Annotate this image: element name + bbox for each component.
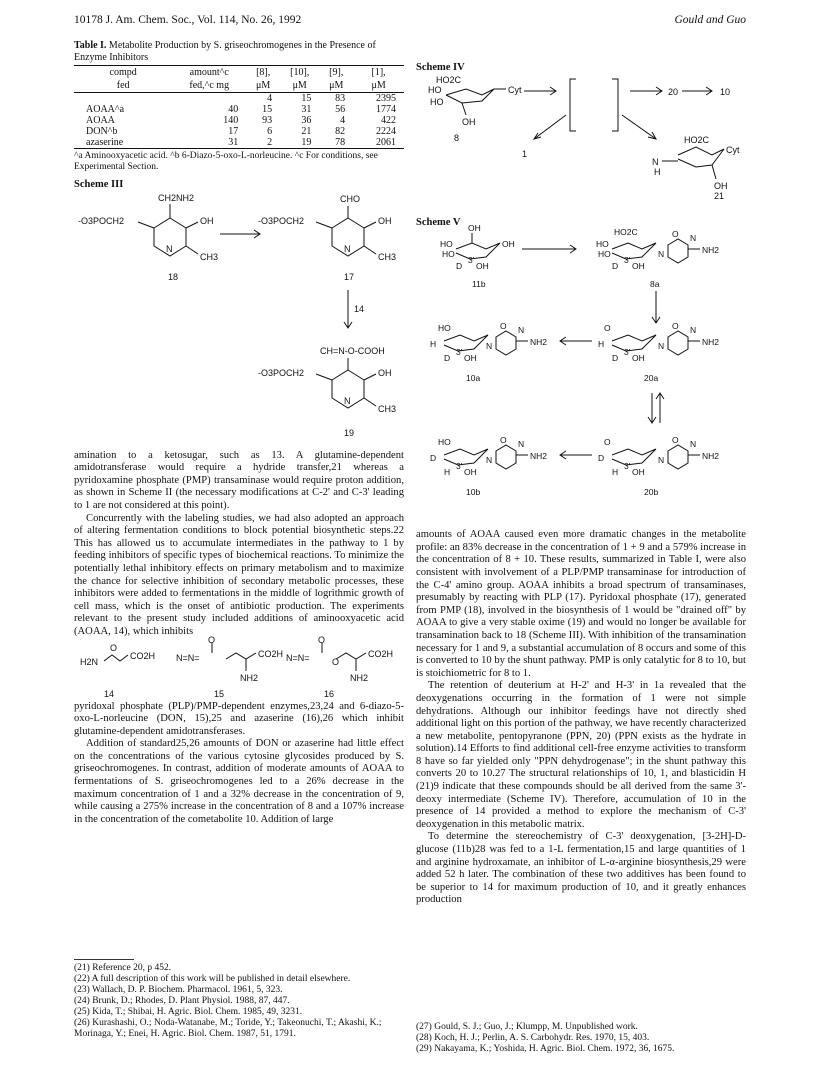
cell: 422 — [381, 115, 396, 126]
compound-number: 17 — [344, 271, 355, 282]
cell: 2061 — [353, 137, 404, 149]
s3-label: OH — [378, 215, 392, 226]
th: μM — [280, 79, 319, 93]
reference: (25) Kida, T.; Shibai, H. Agric. Biol. Chem. 1985, 49, 3231. — [74, 1007, 303, 1017]
s5-label: 3' — [624, 461, 631, 472]
cell — [172, 93, 246, 105]
footnotes-left — [74, 959, 404, 1040]
cell: 15 — [262, 104, 273, 115]
s5-label: NH2 — [702, 451, 720, 462]
s5-label: H — [598, 339, 605, 350]
s3-label: CH3 — [200, 251, 219, 262]
s5-label: 3' — [468, 255, 475, 266]
struct-label: CO2H — [130, 650, 156, 661]
paragraph: pyridoxal phosphate (PLP)/PMP-dependent enzymes,23,24 and 6-diazo-5-oxo-L-norleucine (DON, 15),25 and azaserine (16),26 which inhibit glutamine-dependent amidotransferases. — [74, 700, 404, 737]
th: [8], — [246, 66, 280, 80]
right-body — [416, 529, 746, 907]
compound-number: 11b — [472, 279, 486, 290]
reference: (26) Kurashashi, O.; Noda-Watanabe, M.; Toride, Y.; Takeonuchi, T.; Akashi, K.; Morinaga, Y.; Enei, H. Agric. Biol. Chem. 1987, 51, 1791. — [74, 1018, 382, 1039]
struct-label: O — [332, 656, 340, 667]
struct-label: O — [318, 634, 326, 645]
s3-label: N — [344, 395, 351, 406]
s4-label: HO2C — [684, 134, 710, 145]
left-body-1 — [74, 450, 404, 639]
reference: (29) Nakayama, K.; Yoshida, H. Agric. Biol. Chem. 1972, 36, 1675. — [416, 1044, 675, 1054]
cell — [74, 93, 172, 105]
cell: 19 — [280, 137, 319, 149]
th: [10], — [280, 66, 319, 80]
paragraph: To determine the stereochemistry of C-3' deoxygenation, [3-2H]-D-glucose (11b)28 was fed to a 1-L fermentation,15 and large quantities of 1 and arginine hydroxamate, an inhibitor of L-α-arginine biosynthesis,29 were added 52 h later. The combination of these two additives has been found to be superior to 14 for maximum production of 10, and it greatly enhances production — [416, 831, 746, 906]
s5-label: OH — [502, 239, 515, 250]
s5-label: NH2 — [702, 245, 720, 256]
compound-number: 21 — [714, 190, 725, 201]
cell: 78 — [319, 137, 353, 149]
s5-label: N — [518, 325, 525, 336]
s5-label: H — [430, 339, 437, 350]
s3-label: OH — [200, 215, 214, 226]
s5-label: HO — [438, 323, 451, 334]
cell: 1774 — [376, 104, 396, 115]
cell: 83 — [335, 93, 346, 104]
header-authors: Gould and Guo — [674, 14, 746, 26]
th: μM — [319, 79, 353, 93]
s5-label: NH2 — [530, 337, 548, 348]
table-row — [74, 104, 404, 115]
s5-label: D — [444, 353, 451, 364]
footnote-rule — [74, 959, 134, 960]
struct-label: NH2 — [350, 672, 369, 683]
s3-label: -O3POCH2 — [258, 215, 305, 226]
s5-label: OH — [632, 353, 645, 364]
cell: AOAA — [86, 115, 115, 126]
s5-label: N — [658, 341, 665, 352]
s5-label: O — [672, 229, 679, 240]
s5-label: NH2 — [530, 451, 548, 462]
s5-label: OH — [468, 223, 481, 234]
compound-number: 10 — [720, 86, 731, 97]
cell: 4 — [267, 93, 273, 104]
cell: 31 — [172, 137, 246, 149]
s5-label: N — [518, 439, 525, 450]
left-column — [74, 40, 404, 826]
cell: azaserine — [74, 137, 172, 149]
reference: (23) Wallach, D. P. Biochem. Pharmacol. 1961, 5, 323. — [74, 985, 283, 995]
compound-number: 18 — [168, 271, 179, 282]
s5-label: D — [612, 261, 619, 272]
struct-label: N=N= — [176, 652, 200, 663]
s5-label: N — [658, 249, 665, 260]
table-caption-text: Metabolite Production by S. griseochromogenes in the Presence of Enzyme Inhibitors — [74, 40, 376, 63]
s5-label: O — [672, 435, 679, 446]
s3-label: CH=N-O-COOH — [320, 345, 385, 356]
s3-label: CH3 — [378, 403, 397, 414]
s3-label: N — [344, 243, 351, 254]
table-row — [74, 137, 404, 149]
s3-label: CH3 — [378, 251, 397, 262]
scheme-3-title: Scheme III — [74, 179, 124, 190]
footnotes-right — [416, 1022, 746, 1055]
s4-label: HO2C — [436, 74, 462, 85]
table-head-row-1 — [74, 66, 404, 80]
th: [1], — [353, 66, 404, 80]
s5-label: O — [500, 321, 507, 332]
paragraph: amination to a ketosugar, such as 13. A glutamine-dependent amidotransferase would require a hydride transfer,21 whereas a pyridoxamine phosphate (PMP) transaminase would require proton addition, as shown in Scheme II (the necessary modifications at C-2' and C-3' leading to 1 are not considered at this point). — [74, 449, 404, 511]
reference: (22) A full description of this work will be published in detail elsewhere. — [74, 974, 351, 984]
scheme-3-diagram — [74, 192, 404, 450]
s5-label: N — [690, 439, 697, 450]
s5-label: HO2C — [614, 227, 638, 238]
cell: 2 — [246, 137, 280, 149]
th: μM — [246, 79, 280, 93]
table-row — [74, 126, 404, 137]
s5-label: 3' — [624, 255, 631, 266]
compound-number: 8a — [650, 279, 660, 290]
cell: 6 — [267, 126, 273, 137]
s5-label: O — [604, 323, 611, 334]
cell: 93 — [262, 115, 273, 126]
s4-label: Cyt — [726, 144, 740, 155]
metabolite-table — [74, 65, 404, 149]
reference: (24) Brunk, D.; Rhodes, D. Plant Physiol. 1988, 87, 447. — [74, 996, 290, 1006]
s5-label: N — [486, 341, 493, 352]
table-row — [74, 115, 404, 126]
table-head-row-2 — [74, 79, 404, 93]
reference: (28) Koch, H. J.; Perlin, A. S. Carbohydr. Res. 1970, 15, 403. — [416, 1033, 650, 1043]
reference: (21) Reference 20, p 452. — [74, 963, 172, 973]
compound-number: 14 — [104, 688, 115, 699]
th: fed,^c mg — [172, 79, 246, 93]
s4-label: OH — [714, 180, 728, 191]
s5-label: O — [604, 437, 611, 448]
struct-label: N=N= — [286, 652, 310, 663]
th: fed — [74, 79, 172, 93]
s5-label: 3' — [624, 347, 631, 358]
s5-label: OH — [464, 467, 477, 478]
s5-label: HO — [440, 239, 453, 250]
table-footnote: ^a Aminooxyacetic acid. ^b 6-Diazo-5-oxo-L-norleucine. ^c For conditions, see Experimental Section. — [74, 151, 378, 172]
s5-label: D — [612, 353, 619, 364]
s5-label: O — [500, 435, 507, 446]
s5-label: D — [456, 261, 463, 272]
s5-label: H — [612, 467, 619, 478]
s3-label: CHO — [340, 193, 360, 204]
compound-number: 15 — [214, 688, 225, 699]
s4-label: H — [654, 166, 661, 177]
compound-number: 19 — [344, 427, 355, 438]
th: amount^c — [172, 66, 246, 80]
struct-label: O — [110, 642, 118, 653]
paragraph: amounts of AOAA caused even more dramatic changes in the metabolite profile: an 83% decrease in the concentration of 1 + 9 and a 579% increase in the concentration of 8 + 10. These results, summarized in Table I, were also consistent with involvement of a PLP/PMP transaminase for introduction of the C-4' amino group. AOAA inhibits a broad spectrum of transaminases, presumably by reacting with PLP (17). Pyridoxal phosphate (17), generated from PMP (18), involved in the biosynthesis of 1 would be "drained off" by AOAA to give a very stable oxime (19) and would no longer be available for transamination back to 18 (Scheme III). With inhibition of the transamination necessary for 1 and 9, a substantial accumulation of 8 occurs and some of this is converted to 10 by the shunt pathway. PMP is only catalytic for 8 to 10, but is stoichiometric for 8 to 1. — [416, 529, 746, 679]
compound-number: 1 — [522, 148, 528, 159]
reference: (27) Gould, S. J.; Guo, J.; Klumpp, M. Unpublished work. — [416, 1022, 638, 1032]
s5-label: O — [672, 321, 679, 332]
right-column — [416, 40, 746, 907]
s4-label: OH — [462, 116, 476, 127]
cell: 21 — [301, 126, 312, 137]
s3-label: -O3POCH2 — [78, 215, 125, 226]
s5-label: OH — [464, 353, 477, 364]
compound-number: 16 — [324, 688, 335, 699]
scheme-5-diagram — [416, 223, 746, 529]
s5-label: N — [690, 233, 697, 244]
s5-label: N — [658, 455, 665, 466]
cell: 36 — [301, 115, 312, 126]
s5-label: D — [430, 453, 437, 464]
s3-label: N — [166, 243, 173, 254]
s5-label: N — [486, 455, 493, 466]
s4-label: N — [652, 156, 659, 167]
s4-label: HO — [428, 84, 442, 95]
struct-label: CO2H — [258, 648, 284, 659]
cell: DON^b — [86, 126, 118, 137]
cell: 15 — [301, 93, 312, 104]
cell: 82 — [335, 126, 346, 137]
s5-label: HO — [598, 249, 611, 260]
s5-label: OH — [632, 467, 645, 478]
table-row — [74, 93, 404, 105]
s5-label: 3' — [456, 461, 463, 472]
struct-label: NH2 — [240, 672, 259, 683]
s4-label: HO — [430, 96, 444, 107]
s5-label: OH — [476, 261, 489, 272]
struct-label: H2N — [80, 656, 99, 667]
s3-label: CH2NH2 — [158, 192, 195, 203]
cell: 40 — [228, 104, 239, 115]
s3-label: -O3POCH2 — [258, 367, 305, 378]
s5-label: N — [690, 325, 697, 336]
s3-label: OH — [378, 367, 392, 378]
s5-label: HO — [438, 437, 451, 448]
compound-number: 10b — [466, 487, 481, 498]
table-caption-label: Table I. — [74, 40, 107, 51]
header-journal-citation: 10178 J. Am. Chem. Soc., Vol. 114, No. 26, 1992 — [74, 14, 302, 26]
s5-label: NH2 — [702, 337, 720, 348]
struct-label: O — [208, 634, 216, 645]
th: compd — [74, 66, 172, 80]
s5-label: OH — [632, 261, 645, 272]
scheme-4-title: Scheme IV — [416, 62, 465, 73]
struct-label: CO2H — [368, 648, 394, 659]
th: [9], — [319, 66, 353, 80]
s4-label: Cyt — [508, 84, 522, 95]
paragraph: Addition of standard25,26 amounts of DON or azaserine had little effect on the concentrations of the various cytosine glycosides produced by S. griseochromogenes. In contrast, addition of moderate amounts of AOAA to fermentations of S. griseochromogenes led to a 26% decrease in the maximum concentration of 1 and a 32% decrease in the concentration of 9, while causing a 275% increase in the concentration of 8 and a 107% increase in the concentration of the cometabolite 10. Addition of large — [74, 738, 404, 825]
s5-label: HO — [596, 239, 609, 250]
scheme-4-diagram — [416, 75, 746, 199]
table-caption — [74, 40, 404, 63]
left-body-2 — [74, 701, 404, 827]
cell: 56 — [335, 104, 346, 115]
cell: 140 — [223, 115, 239, 126]
cell: 17 — [228, 126, 239, 137]
compound-number: 8 — [454, 132, 460, 143]
th: μM — [353, 79, 404, 93]
inhibitor-structures — [74, 634, 404, 701]
compound-number: 20 — [668, 86, 679, 97]
s5-label: D — [598, 453, 605, 464]
cell: 2224 — [376, 126, 396, 137]
s5-label: H — [444, 467, 451, 478]
paragraph: Concurrently with the labeling studies, we had also adopted an approach of altering fermentation conditions to block potential biosynthetic steps.22 This has allowed us to accumulate intermediates in the pathway to 1 by feeding inhibitors of specific types of biochemical reactions. To minimize the potentially lethal inhibitory effects on primary metabolism and to maximize the chance for selective inhibition of secondary metabolic processes, these inhibitors were added to fermentations in the middle of logrithmic growth of cell mass, which is the onset of antibiotic production. The experiments relevant to the present study included additions of aminooxyacetic acid (AOAA, 14), which inhibits — [74, 512, 404, 637]
cell: 31 — [301, 104, 312, 115]
scheme-5-title: Scheme V — [416, 216, 461, 228]
cell: 4 — [340, 115, 346, 126]
running-header — [74, 14, 746, 30]
s5-label: HO — [442, 249, 455, 260]
compound-number: 20b — [644, 487, 659, 498]
cell: 2395 — [376, 93, 396, 104]
s5-label: 3' — [456, 347, 463, 358]
compound-number: 10a — [466, 373, 481, 384]
paragraph: The retention of deuterium at H-2' and H-3' in 1a revealed that the deoxygenations occurring in the formation of 1 were not simple dehydrations. Although our inhibitor feedings have not directly shed additional light on this portion of the pathway, we have recently characterized a new metabolite, pentopyranone (PPN, 20) (PPN exists as the hydrate in solution).14 Efforts to find additional cell-free enzyme activities to transform 8 have so far yielded only "PPN dehydrogenase"; in the shunt pathway this converts 20 to 10.27 The structural relationships of 10, 1, and blasticidin H (21)9 indicate that these compounds should be all derived from the same 3'-deoxy intermediate (Scheme IV). Therefore, accumulation of 10 in the presence of 14 provided a method to explore the mechanism of C-3' deoxygenation in this metabolic matrix. — [416, 680, 746, 830]
reagent-label: 14 — [354, 303, 365, 314]
compound-number: 20a — [644, 373, 659, 384]
cell: AOAA^a — [86, 104, 125, 115]
